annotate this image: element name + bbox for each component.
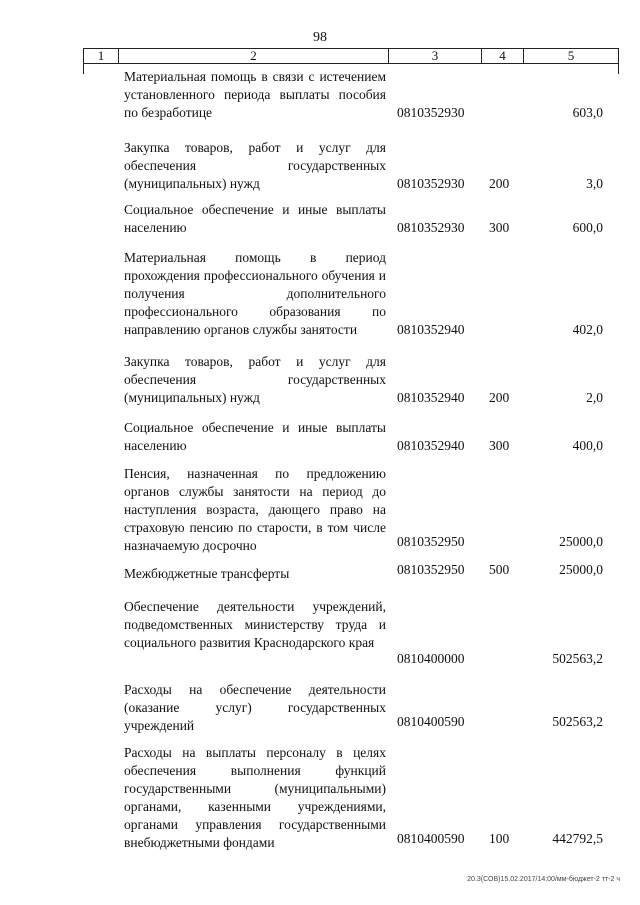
row-name: Расходы на выплаты персоналу в целях обеспечения выполнения функций государственными (муниципальными) органами, казенными учреждениями, органами управления государственными внебюджетными фондами bbox=[124, 745, 386, 850]
row-code: 0810352930 bbox=[397, 220, 465, 235]
row-amount: 502563,2 bbox=[552, 714, 603, 729]
row-amount: 400,0 bbox=[572, 438, 603, 453]
header-col-2: 2 bbox=[119, 49, 389, 63]
row-group: 300 bbox=[489, 438, 510, 453]
row-code: 0810352940 bbox=[397, 322, 465, 337]
row-amount: 25000,0 bbox=[559, 562, 603, 577]
row-amount: 600,0 bbox=[572, 220, 603, 235]
row-name: Закупка товаров, работ и услуг для обеспечения государственных (муниципальных) нужд bbox=[124, 140, 386, 191]
row-amount: 402,0 bbox=[572, 322, 603, 337]
row-amount: 3,0 bbox=[586, 176, 603, 191]
row-code: 0810352940 bbox=[397, 390, 465, 405]
page-number: 98 bbox=[313, 30, 327, 45]
row-group: 300 bbox=[489, 220, 510, 235]
header-col-3: 3 bbox=[389, 49, 482, 63]
table-border-left bbox=[83, 64, 84, 74]
row-amount: 603,0 bbox=[572, 105, 603, 120]
row-name: Материальная помощь в связи с истечением установленного периода выплаты пособия по безработице bbox=[124, 69, 386, 120]
row-amount: 2,0 bbox=[586, 390, 603, 405]
row-code: 0810352930 bbox=[397, 105, 465, 120]
row-code: 0810400000 bbox=[397, 651, 465, 666]
row-amount: 442792,5 bbox=[552, 831, 603, 846]
row-group: 500 bbox=[489, 562, 510, 577]
row-code: 0810352930 bbox=[397, 176, 465, 191]
row-name: Материальная помощь в период прохождения профессионального обучения и получения дополнительного профессионального образования по направлению органов службы занятости bbox=[124, 250, 386, 337]
row-code: 0810400590 bbox=[397, 714, 465, 729]
row-code: 0810352950 bbox=[397, 534, 465, 549]
row-name: Закупка товаров, работ и услуг для обеспечения государственных (муниципальных) нужд bbox=[124, 354, 386, 405]
row-group: 100 bbox=[489, 831, 510, 846]
row-amount: 502563,2 bbox=[552, 651, 603, 666]
row-group: 200 bbox=[489, 390, 510, 405]
row-name: Пенсия, назначенная по предложению органов службы занятости на период до наступления возраста, дающего право на страховую пенсию по старости, в том числе назначаемую досрочно bbox=[124, 466, 386, 553]
row-amount: 25000,0 bbox=[559, 534, 603, 549]
header-col-4: 4 bbox=[482, 49, 524, 63]
header-col-1: 1 bbox=[84, 49, 119, 63]
table-border-right bbox=[618, 64, 619, 74]
print-stamp: 20.3(СОВ)15.02.2017/14:00/мм-бюджет-2 тт-2 ч bbox=[467, 876, 620, 883]
row-code: 0810400590 bbox=[397, 831, 465, 846]
row-group: 200 bbox=[489, 176, 510, 191]
row-code: 0810352950 bbox=[397, 562, 465, 577]
row-code: 0810352940 bbox=[397, 438, 465, 453]
header-col-5: 5 bbox=[567, 48, 575, 63]
row-name: Обеспечение деятельности учреждений, подведомственных министерству труда и социального развития Краснодарского края bbox=[124, 599, 386, 650]
table-header bbox=[83, 48, 619, 64]
row-name: Социальное обеспечение и иные выплаты населению bbox=[124, 420, 386, 453]
row-name: Социальное обеспечение и иные выплаты населению bbox=[124, 202, 386, 235]
row-name: Межбюджетные трансферты bbox=[124, 566, 290, 581]
row-name: Расходы на обеспечение деятельности (оказание услуг) государственных учреждений bbox=[124, 682, 386, 733]
